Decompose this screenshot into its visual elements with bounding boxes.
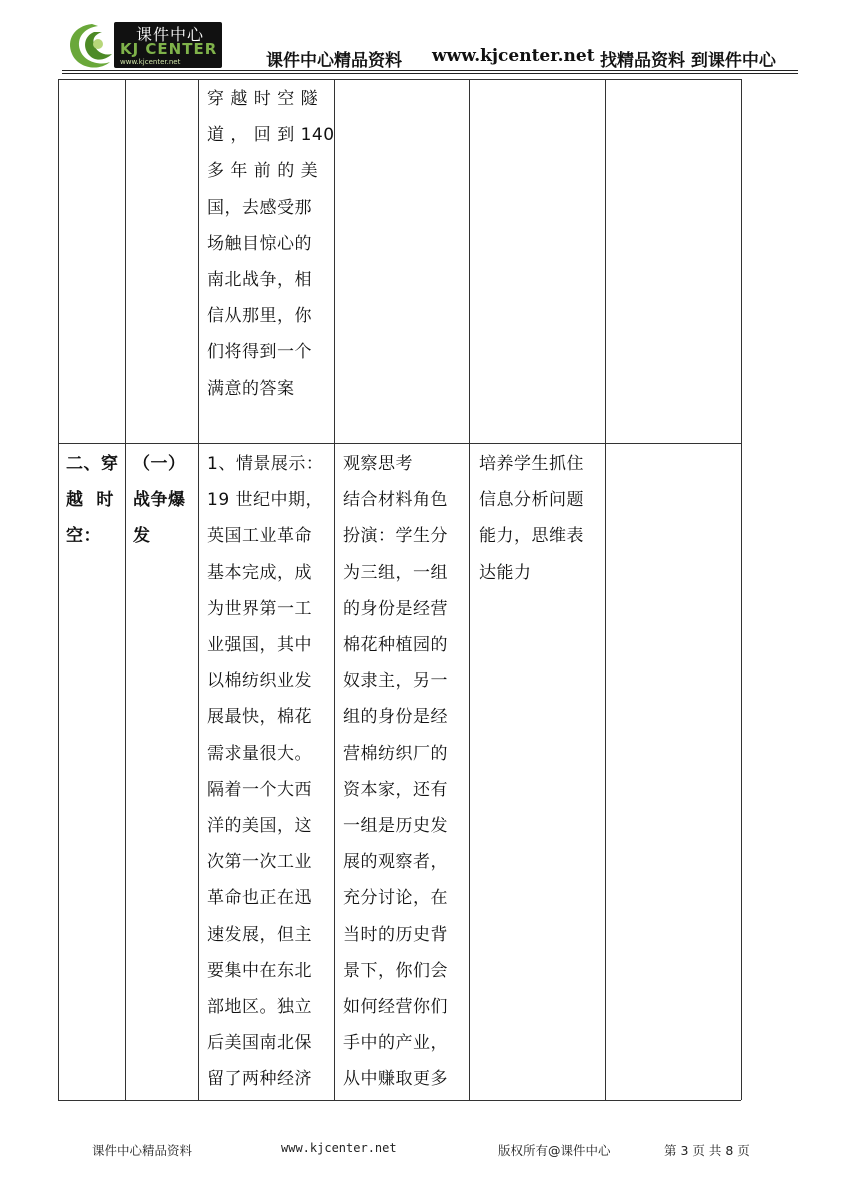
text-line: 展的观察者， <box>343 852 448 873</box>
subsection-title-line: （一） <box>133 454 186 474</box>
text-line: 奴隶主，另一 <box>343 671 448 692</box>
text-line: 隔着一个大西 <box>207 779 312 800</box>
text-line: 需求量很大。 <box>207 743 312 764</box>
logo-chinese-text: 课件中心 <box>136 25 205 44</box>
text-line: 留了两种经济 <box>207 1069 312 1090</box>
text-line: 达能力 <box>479 562 532 583</box>
text-line: 观察思考 <box>343 454 413 474</box>
text-line: 要集中在东北 <box>207 960 312 981</box>
text-line: 如何经营你们 <box>343 997 448 1018</box>
logo-english-text: KJ CENTER <box>120 40 218 58</box>
table-border-left <box>58 79 59 1100</box>
logo-url-text: www.kjcenter.net <box>120 58 181 66</box>
section-title-line: 空： <box>66 526 101 547</box>
text-line: 南北战争，相 <box>207 270 312 291</box>
table-border-right <box>741 79 742 1100</box>
text-line: 营棉纺织厂的 <box>343 743 448 764</box>
teacher-activity-cell <box>207 446 333 1098</box>
text-line: 基本完成，成 <box>207 562 312 583</box>
text-line: 英国工业革命 <box>207 526 312 547</box>
table-col-divider <box>469 79 470 1100</box>
text-line: 扮演：学生分 <box>343 526 448 547</box>
text-line: 洋的美国，这 <box>207 816 312 837</box>
text-line: 19 世纪中期， <box>207 490 324 511</box>
header-site-name: 课件中心精品资料 <box>266 51 402 71</box>
footer-url[interactable]: www.kjcenter.net <box>281 1141 397 1155</box>
text-line: 道 ， 回 到 140 <box>207 125 335 146</box>
text-line: 的身份是经营 <box>343 598 448 619</box>
design-purpose-cell <box>479 446 604 591</box>
text-line: 培养学生抓住 <box>479 454 584 474</box>
section-title-line: 越 时 <box>66 490 114 511</box>
text-line: 手中的产业， <box>343 1033 448 1054</box>
top-row-content-cell <box>207 81 335 407</box>
text-line: 信息分析问题 <box>479 490 584 511</box>
subsection-title-cell <box>133 446 197 555</box>
text-line: 穿 越 时 空 隧 <box>207 89 319 109</box>
text-line: 速发展，但主 <box>207 924 312 945</box>
text-line: 革命也正在迅 <box>207 888 312 909</box>
text-line: 充分讨论，在 <box>343 888 448 909</box>
header-slogan: 找精品资料 到课件中心 <box>600 51 776 71</box>
text-line: 资本家，还有 <box>343 779 448 800</box>
table-col-divider <box>334 79 335 1100</box>
text-line: 1、情景展示： <box>207 454 324 474</box>
text-line: 信从那里，你 <box>207 306 312 327</box>
subsection-title-line: 发 <box>133 526 151 547</box>
text-line: 棉花种植园的 <box>343 635 448 656</box>
table-border-top <box>58 79 741 80</box>
section-title-line: 二、穿 <box>66 454 119 474</box>
header-rule-thin <box>62 73 798 74</box>
text-line: 当时的历史背 <box>343 924 448 945</box>
table-row-divider <box>58 443 741 444</box>
footer-site-name: 课件中心精品资料 <box>92 1143 193 1158</box>
table-border-bottom <box>58 1100 741 1101</box>
text-line: 从中赚取更多 <box>343 1069 448 1090</box>
text-line: 次第一次工业 <box>207 852 312 873</box>
student-activity-cell <box>343 446 468 1098</box>
footer-page-number: 第 3 页 共 8 页 <box>664 1143 750 1158</box>
text-line: 国，去感受那 <box>207 197 312 218</box>
text-line: 组的身份是经 <box>343 707 448 728</box>
text-line: 业强国，其中 <box>207 635 312 656</box>
text-line: 们将得到一个 <box>207 342 312 363</box>
text-line: 部地区。独立 <box>207 997 312 1018</box>
text-line: 满意的答案 <box>207 378 295 399</box>
text-line: 场触目惊心的 <box>207 233 312 254</box>
text-line: 能力，思维表 <box>479 526 584 547</box>
text-line: 多 年 前 的 美 <box>207 161 319 182</box>
footer-copyright: 版权所有@课件中心 <box>498 1143 611 1158</box>
text-line: 为三组，一组 <box>343 562 448 583</box>
table-col-divider <box>125 79 126 1100</box>
text-line: 以棉纺织业发 <box>207 671 312 692</box>
text-line: 一组是历史发 <box>343 816 448 837</box>
header-url[interactable]: www.kjcenter.net <box>432 46 595 66</box>
table-col-divider <box>198 79 199 1100</box>
header-rule <box>62 70 798 71</box>
subsection-title-line: 战争爆 <box>133 490 186 511</box>
section-title-cell <box>66 446 124 555</box>
text-line: 展最快，棉花 <box>207 707 312 728</box>
text-line: 结合材料角色 <box>343 490 448 511</box>
text-line: 为世界第一工 <box>207 598 312 619</box>
table-col-divider <box>605 79 606 1100</box>
text-line: 后美国南北保 <box>207 1033 312 1054</box>
text-line: 景下，你们会 <box>343 960 448 981</box>
